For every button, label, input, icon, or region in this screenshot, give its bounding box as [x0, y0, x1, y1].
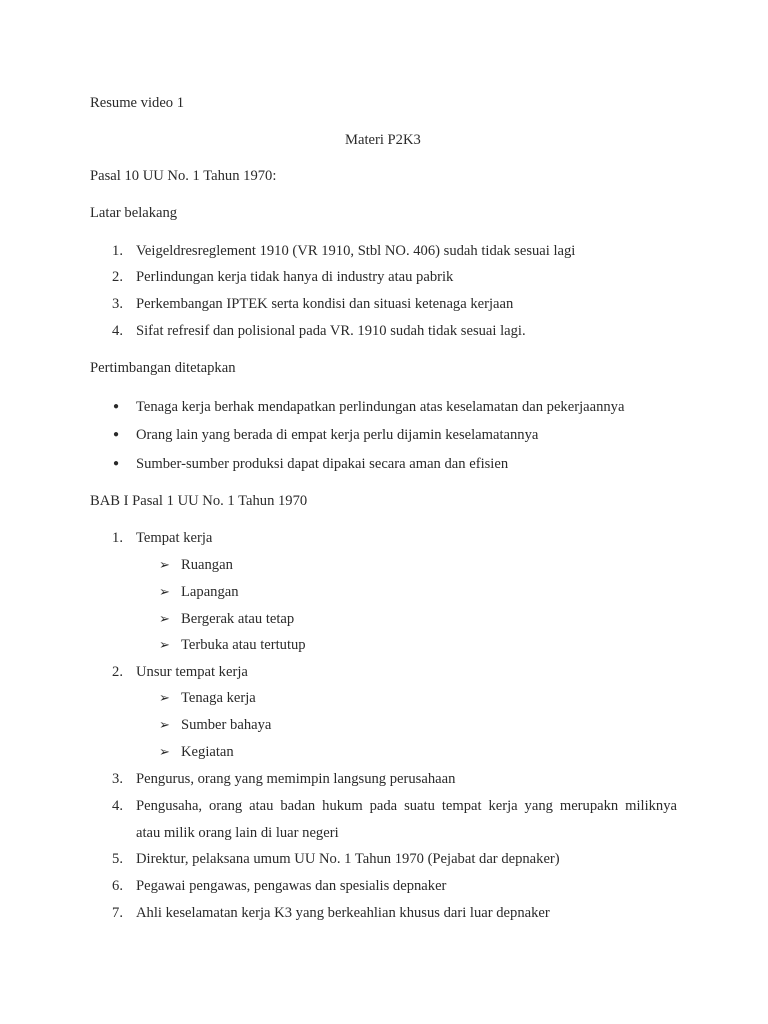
list-item: Ahli keselamatan kerja K3 yang berkeahlian khusus dari luar depnaker	[136, 905, 550, 921]
sub-list-item: Bergerak atau tetap	[181, 611, 295, 627]
list-item: Pegawai pengawas, pengawas dan spesialis depnaker	[136, 878, 447, 894]
resume-title: Resume video 1	[90, 95, 185, 111]
latar-heading: Latar belakang	[90, 205, 178, 221]
bullet-icon: ●	[113, 401, 120, 412]
arrow-bullet-icon: ➢	[159, 744, 170, 759]
pasal10-heading: Pasal 10 UU No. 1 Tahun 1970:	[90, 168, 277, 184]
list-item: Sumber-sumber produksi dapat dipakai secara aman dan efisien	[136, 456, 509, 472]
sub-list-item: Sumber bahaya	[181, 717, 272, 733]
center-title: Materi P2K3	[345, 132, 421, 148]
list-item: Orang lain yang berada di empat kerja perlu dijamin keselamatannya	[136, 427, 539, 443]
list-number: 1.	[112, 243, 123, 259]
pertimbangan-heading: Pertimbangan ditetapkan	[90, 360, 236, 376]
list-number: 2.	[112, 269, 123, 285]
arrow-bullet-icon: ➢	[159, 584, 170, 599]
list-number: 4.	[112, 323, 123, 339]
list-item: Veigeldresreglement 1910 (VR 1910, Stbl NO. 406) sudah tidak sesuai lagi	[136, 243, 576, 259]
list-item: Unsur tempat kerja	[136, 664, 248, 680]
list-item-continuation: atau milik orang lain di luar negeri	[136, 825, 339, 841]
list-item: Tenaga kerja berhak mendapatkan perlindungan atas keselamatan dan pekerjaannya	[136, 399, 625, 415]
arrow-bullet-icon: ➢	[159, 611, 170, 626]
list-number: 7.	[112, 905, 123, 921]
list-item: Pengurus, orang yang memimpin langsung perusahaan	[136, 771, 456, 787]
list-number: 3.	[112, 771, 123, 787]
sub-list-item: Lapangan	[181, 584, 239, 600]
list-item: Perkembangan IPTEK serta kondisi dan situasi ketenaga kerjaan	[136, 296, 514, 312]
list-number: 3.	[112, 296, 123, 312]
arrow-bullet-icon: ➢	[159, 690, 170, 705]
arrow-bullet-icon: ➢	[159, 557, 170, 572]
list-number: 2.	[112, 664, 123, 680]
list-item: Pengusaha, orang atau badan hukum pada suatu tempat kerja yang merupakn miliknya	[136, 798, 677, 814]
bab1-heading: BAB I Pasal 1 UU No. 1 Tahun 1970	[90, 493, 308, 509]
list-number: 1.	[112, 530, 123, 546]
sub-list-item: Kegiatan	[181, 744, 234, 760]
sub-list-item: Ruangan	[181, 557, 233, 573]
arrow-bullet-icon: ➢	[159, 637, 170, 652]
list-item: Tempat kerja	[136, 530, 213, 546]
list-number: 6.	[112, 878, 123, 894]
sub-list-item: Terbuka atau tertutup	[181, 637, 306, 653]
list-number: 5.	[112, 851, 123, 867]
list-item: Direktur, pelaksana umum UU No. 1 Tahun 1970 (Pejabat dar depnaker)	[136, 851, 560, 867]
bullet-icon: ●	[113, 429, 120, 440]
sub-list-item: Tenaga kerja	[181, 690, 256, 706]
list-number: 4.	[112, 798, 123, 814]
bullet-icon: ●	[113, 458, 120, 469]
arrow-bullet-icon: ➢	[159, 717, 170, 732]
list-item: Sifat refresif dan polisional pada VR. 1910 sudah tidak sesuai lagi.	[136, 323, 526, 339]
list-item: Perlindungan kerja tidak hanya di industry atau pabrik	[136, 269, 454, 285]
